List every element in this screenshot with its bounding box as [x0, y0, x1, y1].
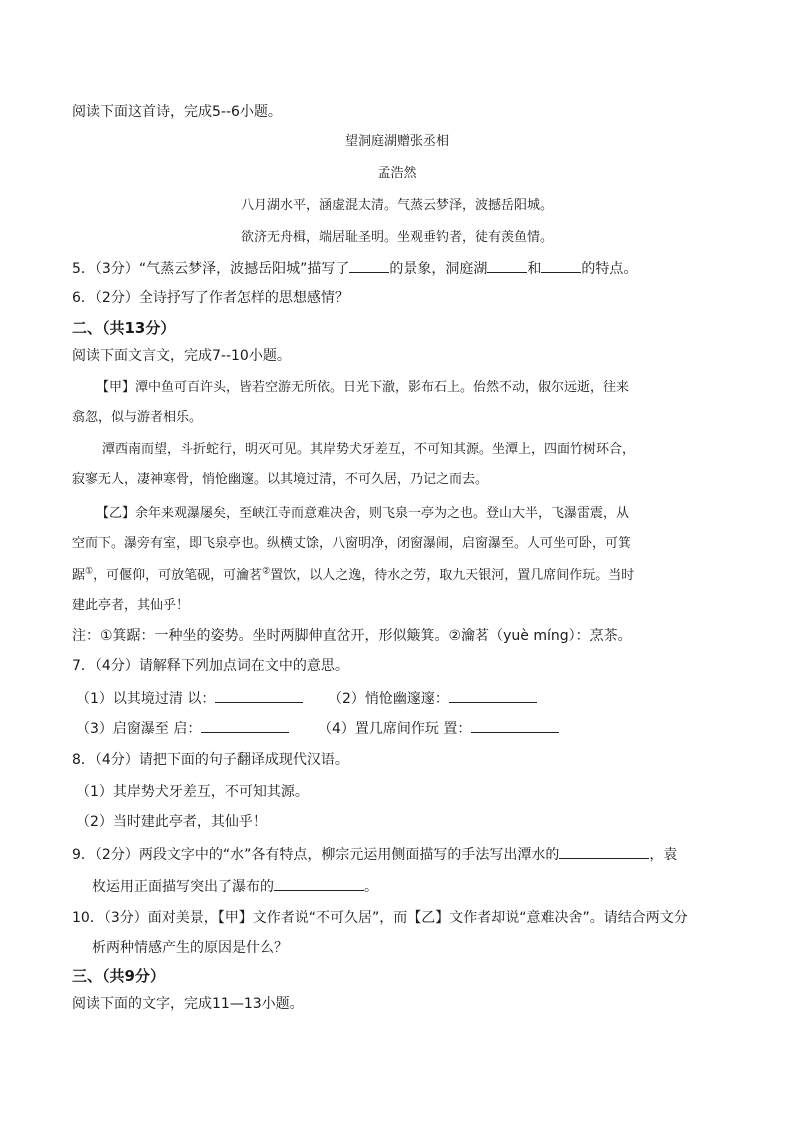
question-9-line-2 [92, 876, 378, 897]
q9-a: 9．（2分）两段文字中的“水”各有特点，柳宗元运用侧面描写的手法写出潭水的 [72, 847, 560, 863]
yi-line-3 [72, 566, 634, 586]
section-2-heading: 二、（共13分） [72, 319, 176, 337]
section-3-heading: 三、（共9分） [72, 967, 165, 985]
q7-item-3-label: （3）启窗瀑至 启： [76, 721, 202, 737]
q7-item-1 [76, 688, 303, 709]
q7-blank-4[interactable] [471, 718, 559, 733]
q7-item-2-label: （2）悄怆幽邃邃： [328, 691, 449, 707]
q9-a-end: ，袁 [649, 847, 678, 863]
jia-p1-line-2: 翕忽，似与游者相乐。 [72, 410, 203, 425]
poem-author: 孟浩然 [377, 166, 417, 181]
q5-blank-3[interactable] [541, 258, 581, 273]
q5-mid-1: 的景象，洞庭湖 [389, 261, 488, 277]
footnote-mark-1: ① [85, 566, 94, 577]
yi-c1: 踞 [72, 568, 86, 583]
poem-line-2: 欲济无舟楫，端居耻圣明。坐观垂钓者，徒有羡鱼情。 [240, 230, 553, 245]
question-10-line-2: 析两种情感产生的原因是什么？ [92, 940, 288, 956]
yi-c2: ，可偃仰，可放笔砚，可瀹茗 [93, 568, 263, 583]
q7-item-1-label: （1）以其境过清 以： [76, 691, 216, 707]
q7-item-4-label: （4）置几席间作玩 置： [318, 721, 472, 737]
q9-b-end: 。 [364, 879, 378, 895]
q7-item-3 [76, 718, 289, 739]
q5-mid-2: 和 [527, 261, 542, 277]
q9-b: 枚运用正面描写突出了瀑布的 [92, 879, 274, 895]
q7-item-4 [318, 718, 559, 739]
q5-prefix: 5．（3分）“气蒸云梦泽，波撼岳阳城”描写了 [72, 261, 350, 277]
jia-p1-line-1: 【甲】潭中鱼可百许头，皆若空游无所依。日光下澈，影布石上。佁然不动，俶尔远逝，往来 [96, 380, 630, 395]
yi-line-1: 【乙】余年来观瀑屡矣，至峡江寺而意难决舍，则飞泉一亭为之也。登山大半，飞瀑雷震，从 [96, 506, 630, 521]
intro-prose: 阅读下面文言文，完成7--10小题。 [72, 348, 291, 364]
q8-sentence-1: （1）其岸势犬牙差互，不可知其源。 [76, 784, 309, 800]
yi-line-2: 空而下。瀑旁有室，即飞泉亭也。纵横丈馀，八窗明净，闭窗瀑闹，启窗瀑至。人可坐可卧，可箕 [72, 536, 632, 551]
question-7-stem: 7．（4分）请解释下列加点词在文中的意思。 [72, 658, 349, 674]
q9-blank-1[interactable] [559, 844, 649, 859]
yi-c3: 置饮，以人之逸，待水之劳，取九天银河，置几席间作玩。当时 [270, 568, 635, 583]
q8-sentence-2: （2）当时建此亭者，其仙乎！ [76, 814, 267, 830]
intro-section-3: 阅读下面的文字，完成11—13小题。 [72, 996, 304, 1012]
q7-item-2 [328, 688, 537, 709]
question-10-line-1: 10．（3分）面对美景，【甲】文作者说“不可久居”，而【乙】文作者却说“意难决舍”。请结合两文分 [72, 910, 688, 926]
q5-blank-2[interactable] [487, 258, 527, 273]
q7-blank-3[interactable] [201, 718, 289, 733]
yi-line-4: 建此亭者，其仙乎！ [72, 598, 190, 613]
footnote: 注：①箕踞：一种坐的姿势。坐时两脚伸直岔开，形似簸箕。②瀹茗（yuè míng）：烹茶。 [72, 628, 632, 644]
poem-line-1: 八月湖水平，涵虚混太清。气蒸云梦泽，波撼岳阳城。 [240, 198, 553, 213]
jia-p2-line-1: 潭西南而望，斗折蛇行，明灭可见。其岸势犬牙差互，不可知其源。坐潭上，四面竹树环合， [102, 442, 636, 457]
question-8-stem: 8．（4分）请把下面的句子翻译成现代汉语。 [72, 752, 349, 768]
q7-blank-1[interactable] [215, 688, 303, 703]
question-9-line-1 [72, 844, 677, 865]
q5-blank-1[interactable] [349, 258, 389, 273]
intro-poem: 阅读下面这首诗，完成5--6小题。 [72, 104, 282, 120]
poem-title: 望洞庭湖赠张丞相 [344, 134, 449, 149]
q5-suffix: 的特点。 [581, 261, 638, 277]
jia-p2-line-2: 寂寥无人，凄神寒骨，悄怆幽邃。以其境过清，不可久居，乃记之而去。 [72, 472, 489, 487]
q7-blank-2[interactable] [449, 688, 537, 703]
question-6: 6．（2分）全诗抒写了作者怎样的思想感情？ [72, 290, 349, 306]
q9-blank-2[interactable] [274, 876, 364, 891]
footnote-mark-2: ② [262, 566, 271, 577]
question-5 [72, 258, 637, 279]
